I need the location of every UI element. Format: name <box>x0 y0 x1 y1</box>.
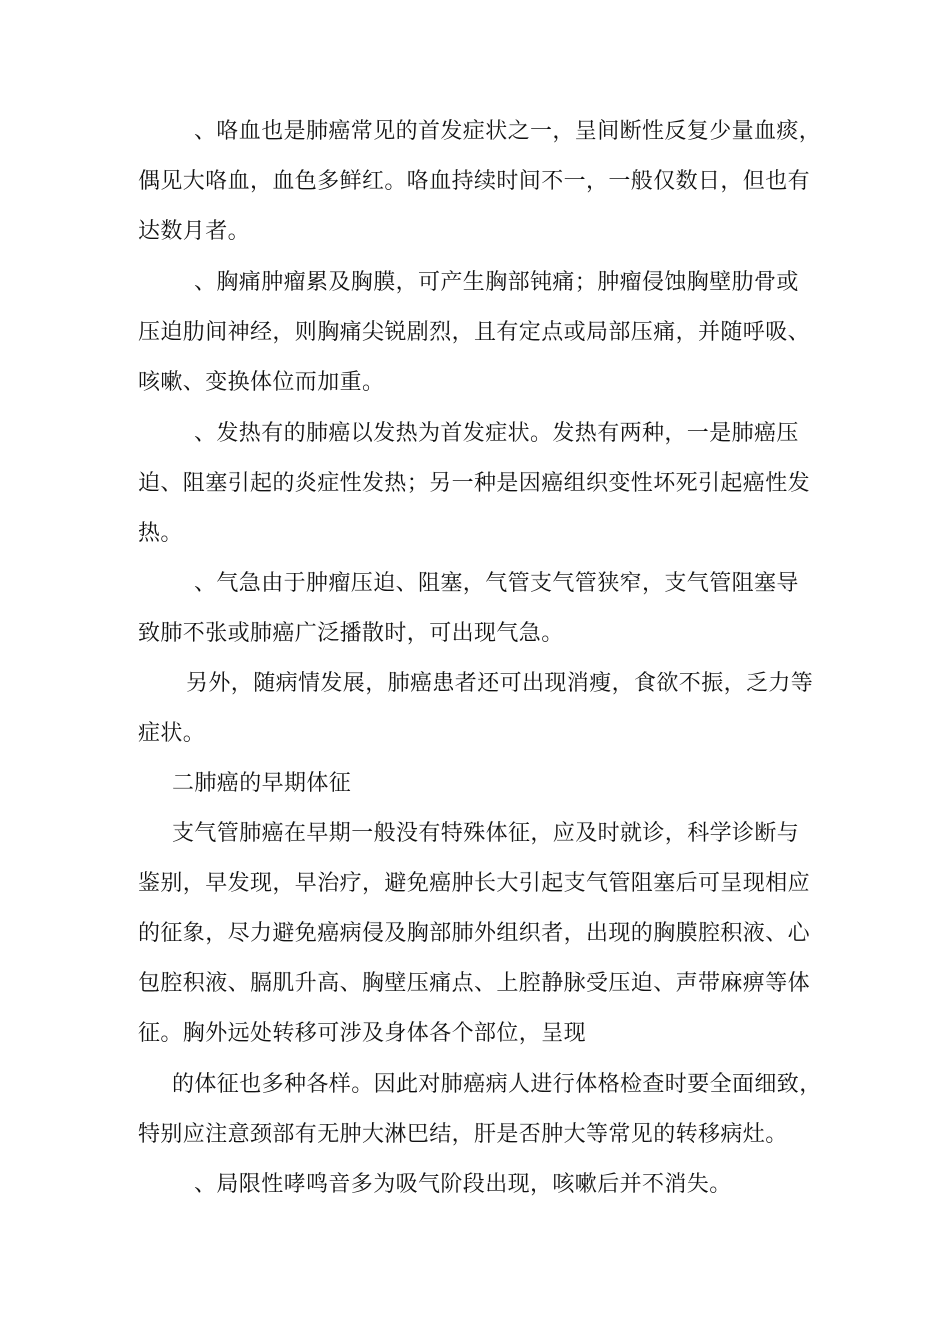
text-line: 鉴别，早发现，早治疗，避免癌肿长大引起支气管阻塞后可呈现相应 <box>138 871 811 896</box>
section-heading: 二肺癌的早期体征 <box>172 771 352 796</box>
text-line: 、发热有的肺癌以发热为首发症状。发热有两种，一是肺癌压 <box>194 421 799 446</box>
text-line: 、胸痛肿瘤累及胸膜，可产生胸部钝痛；肿瘤侵蚀胸壁肋骨或 <box>194 270 799 295</box>
text-line: 包腔积液、膈肌升高、胸壁压痛点、上腔静脉受压迫、声带麻痹等体 <box>138 971 811 996</box>
text-line: 的征象，尽力避免癌病侵及胸部肺外组织者，出现的胸膜腔积液、心 <box>138 921 811 946</box>
text-line: 支气管肺癌在早期一般没有特殊体征，应及时就诊，科学诊断与 <box>172 821 800 846</box>
text-line: 咳嗽、变换体位而加重。 <box>138 370 385 395</box>
text-line: 致肺不张或肺癌广泛播散时，可出现气急。 <box>138 621 564 646</box>
text-line: 迫、阻塞引起的炎症性发热；另一种是因癌组织变性坏死引起癌性发 <box>138 471 811 496</box>
text-line: 、咯血也是肺癌常见的首发症状之一，呈间断性反复少量血痰， <box>194 119 822 144</box>
text-line: 、气急由于肿瘤压迫、阻塞，气管支气管狭窄，支气管阻塞导 <box>194 571 799 596</box>
text-line: 征。胸外远处转移可涉及身体各个部位，呈现 <box>138 1021 587 1046</box>
text-line: 另外，随病情发展，肺癌患者还可出现消瘦，食欲不振，乏力等 <box>186 671 814 696</box>
text-line: 热。 <box>138 521 183 546</box>
text-line: 特别应注意颈部有无肿大淋巴结，肝是否肿大等常见的转移病灶。 <box>138 1122 788 1147</box>
text-line: 、局限性哮鸣音多为吸气阶段出现，咳嗽后并不消失。 <box>194 1172 732 1197</box>
text-line: 压迫肋间神经，则胸痛尖锐剧烈，且有定点或局部压痛，并随呼吸、 <box>138 320 811 345</box>
text-line: 症状。 <box>138 721 206 746</box>
text-line: 的体征也多种各样。因此对肺癌病人进行体格检查时要全面细致， <box>172 1072 822 1097</box>
text-line: 达数月者。 <box>138 219 251 244</box>
text-line: 偶见大咯血，血色多鲜红。咯血持续时间不一，一般仅数日，但也有 <box>138 169 811 194</box>
